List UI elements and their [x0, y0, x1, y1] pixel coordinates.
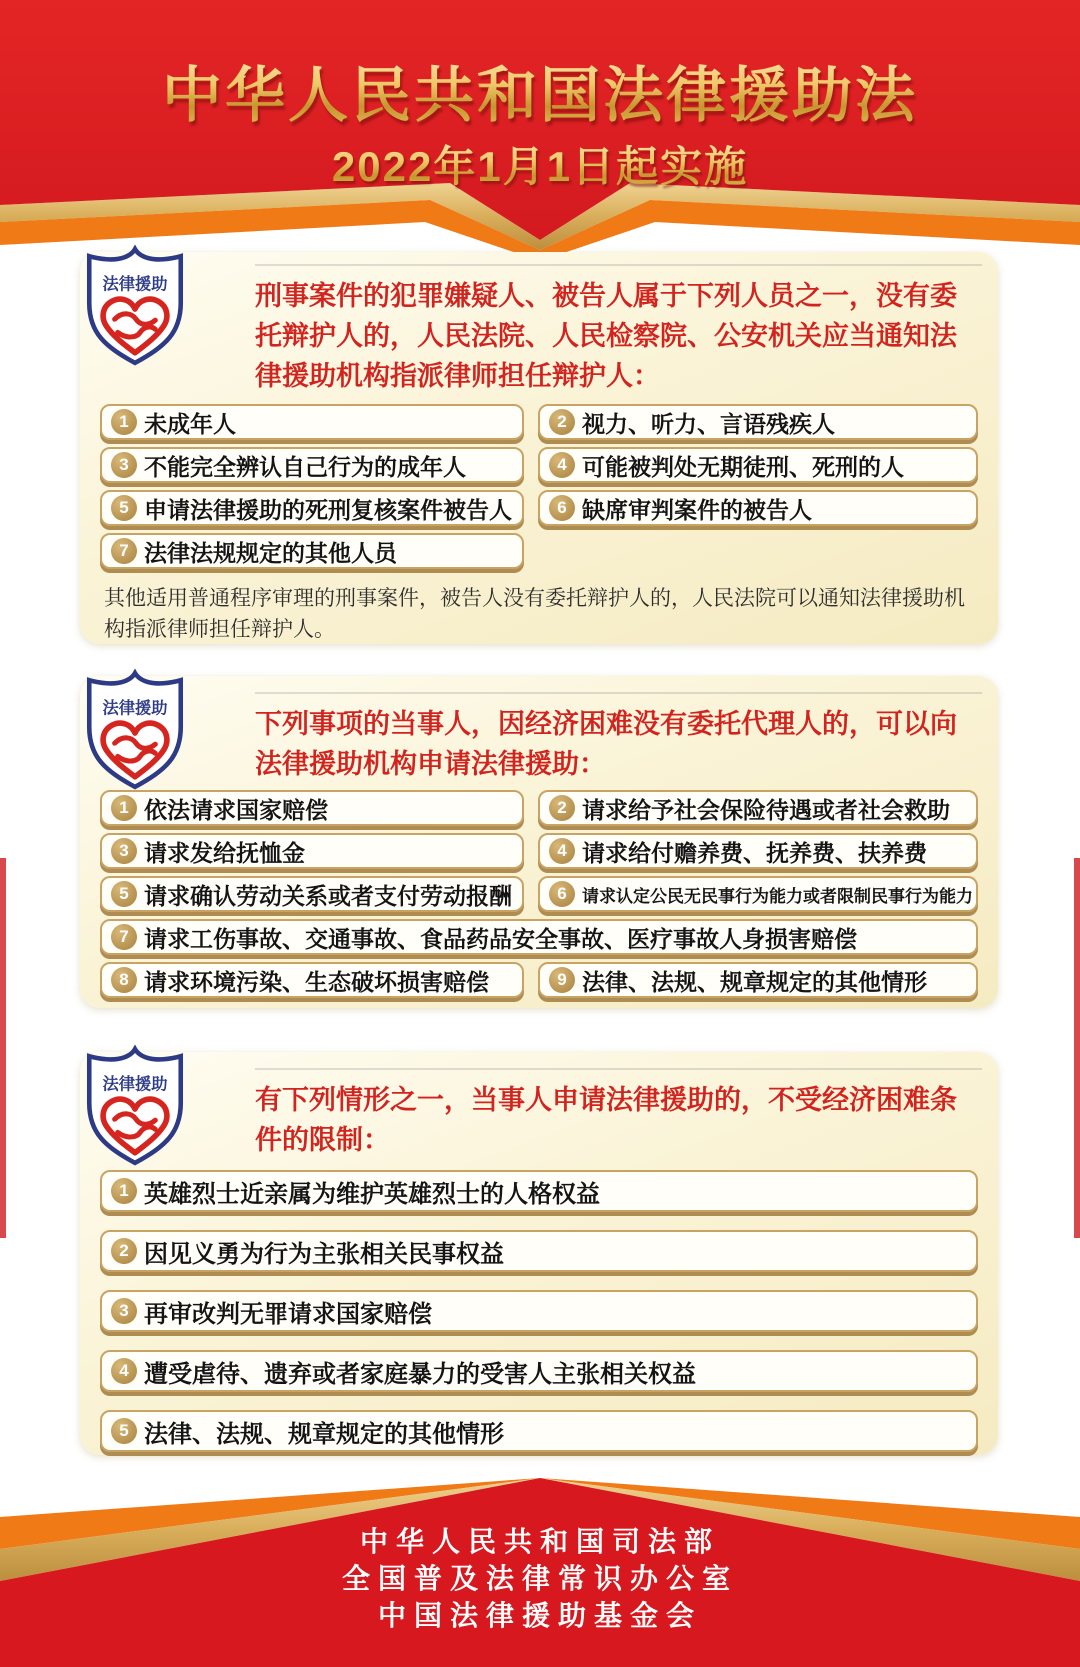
item-text: 视力、听力、言语残疾人 [582, 410, 835, 437]
list-item [100, 962, 524, 998]
item-number-badge: 1 [111, 1178, 137, 1204]
item-number-badge: 6 [549, 881, 575, 907]
list-item [100, 833, 524, 869]
section-note: 其他适用普通程序审理的刑事案件，被告人没有委托辩护人的，人民法院可以通知法律援助机构指派律师担任辩护人。 [104, 587, 965, 641]
left-edge-strip [0, 858, 6, 1238]
footer-org-line: 中国法律援助基金会 [377, 1601, 702, 1632]
badge-label: 法律援助 [102, 699, 168, 718]
item-number-badge: 4 [111, 1358, 137, 1384]
item-text: 依法请求国家赔偿 [144, 796, 328, 823]
item-text: 请求给予社会保险待遇或者社会救助 [582, 796, 950, 823]
item-text: 请求环境污染、生态破坏损害赔偿 [144, 968, 489, 995]
item-text: 法律、法规、规章规定的其他情形 [582, 968, 927, 995]
item-number-badge: 6 [549, 495, 575, 521]
item-number-badge: 5 [111, 881, 137, 907]
legal-aid-badge [84, 1044, 186, 1168]
item-text: 法律、法规、规章规定的其他情形 [144, 1420, 504, 1448]
list-item [100, 1350, 978, 1392]
section-civil-representation [80, 676, 998, 1008]
item-text: 未成年人 [144, 410, 236, 437]
section-criminal-defense [80, 252, 998, 644]
item-list [100, 1170, 978, 1452]
footer-organizations [0, 1524, 1080, 1635]
item-number-badge: 2 [111, 1238, 137, 1264]
legal-aid-badge [84, 668, 186, 792]
section-heading: 下列事项的当事人，因经济困难没有委托代理人的，可以向法律援助机构申请法律援助： [255, 692, 982, 784]
item-number-badge: 4 [549, 452, 575, 478]
list-item [100, 876, 524, 912]
list-item [100, 404, 524, 440]
list-item [538, 876, 978, 912]
footer-org-line: 全国普及法律常识办公室 [341, 1564, 738, 1595]
footer-org-line: 中华人民共和国司法部 [359, 1527, 720, 1558]
item-number-badge: 1 [111, 409, 137, 435]
list-item [100, 1410, 978, 1452]
item-text: 请求工伤事故、交通事故、食品药品安全事故、医疗事故人身损害赔偿 [144, 925, 857, 952]
item-list [100, 790, 978, 998]
item-number-badge: 3 [111, 452, 137, 478]
list-item [538, 833, 978, 869]
list-item [100, 919, 978, 955]
legal-aid-badge [84, 244, 186, 368]
item-list [100, 404, 978, 569]
list-item [100, 533, 524, 569]
item-text: 英雄烈士近亲属为维护英雄烈士的人格权益 [144, 1180, 600, 1208]
list-item [538, 790, 978, 826]
badge-label: 法律援助 [102, 275, 168, 294]
badge-label: 法律援助 [102, 1075, 168, 1094]
item-text: 不能完全辨认自己行为的成年人 [144, 453, 466, 480]
list-item [538, 962, 978, 998]
list-item [100, 790, 524, 826]
item-text: 申请法律援助的死刑复核案件被告人 [144, 496, 512, 523]
item-number-badge: 5 [111, 1418, 137, 1444]
right-edge-strip [1074, 858, 1080, 1238]
item-text: 缺席审判案件的被告人 [582, 496, 812, 523]
item-number-badge: 5 [111, 495, 137, 521]
list-item [538, 447, 978, 483]
item-text: 请求发给抚恤金 [144, 839, 305, 866]
list-item [100, 490, 524, 526]
item-number-badge: 4 [549, 838, 575, 864]
list-item [100, 1290, 978, 1332]
list-item [100, 1170, 978, 1212]
item-text: 可能被判处无期徒刑、死刑的人 [582, 453, 904, 480]
item-text: 请求认定公民无民事行为能力或者限制民事行为能力 [582, 886, 973, 906]
item-text: 请求给付赡养费、抚养费、扶养费 [582, 839, 927, 866]
item-text: 因见义勇为行为主张相关民事权益 [144, 1240, 504, 1268]
item-number-badge: 3 [111, 1298, 137, 1324]
item-number-badge: 8 [111, 967, 137, 993]
poster-subtitle: 2022年1月1日起实施 [0, 134, 1080, 194]
item-number-badge: 1 [111, 795, 137, 821]
item-text: 遭受虐待、遗弃或者家庭暴力的受害人主张相关权益 [144, 1360, 696, 1388]
poster-title: 中华人民共和国法律援助法 [0, 48, 1080, 134]
item-number-badge: 9 [549, 967, 575, 993]
item-number-badge: 7 [111, 538, 137, 564]
item-number-badge: 3 [111, 838, 137, 864]
item-text: 法律法规规定的其他人员 [144, 539, 397, 566]
item-text: 请求确认劳动关系或者支付劳动报酬 [144, 882, 512, 909]
section-no-means-test [80, 1052, 998, 1455]
list-item [538, 490, 978, 526]
list-item [100, 1230, 978, 1272]
item-number-badge: 7 [111, 924, 137, 950]
item-text: 再审改判无罪请求国家赔偿 [144, 1300, 432, 1328]
item-number-badge: 2 [549, 795, 575, 821]
section-heading: 有下列情形之一，当事人申请法律援助的，不受经济困难条件的限制： [255, 1068, 982, 1160]
section-heading: 刑事案件的犯罪嫌疑人、被告人属于下列人员之一，没有委托辩护人的，人民法院、人民检察院、公安机关应当通知法律援助机构指派律师担任辩护人： [255, 264, 982, 396]
list-item [538, 404, 978, 440]
item-number-badge: 2 [549, 409, 575, 435]
list-item [100, 447, 524, 483]
